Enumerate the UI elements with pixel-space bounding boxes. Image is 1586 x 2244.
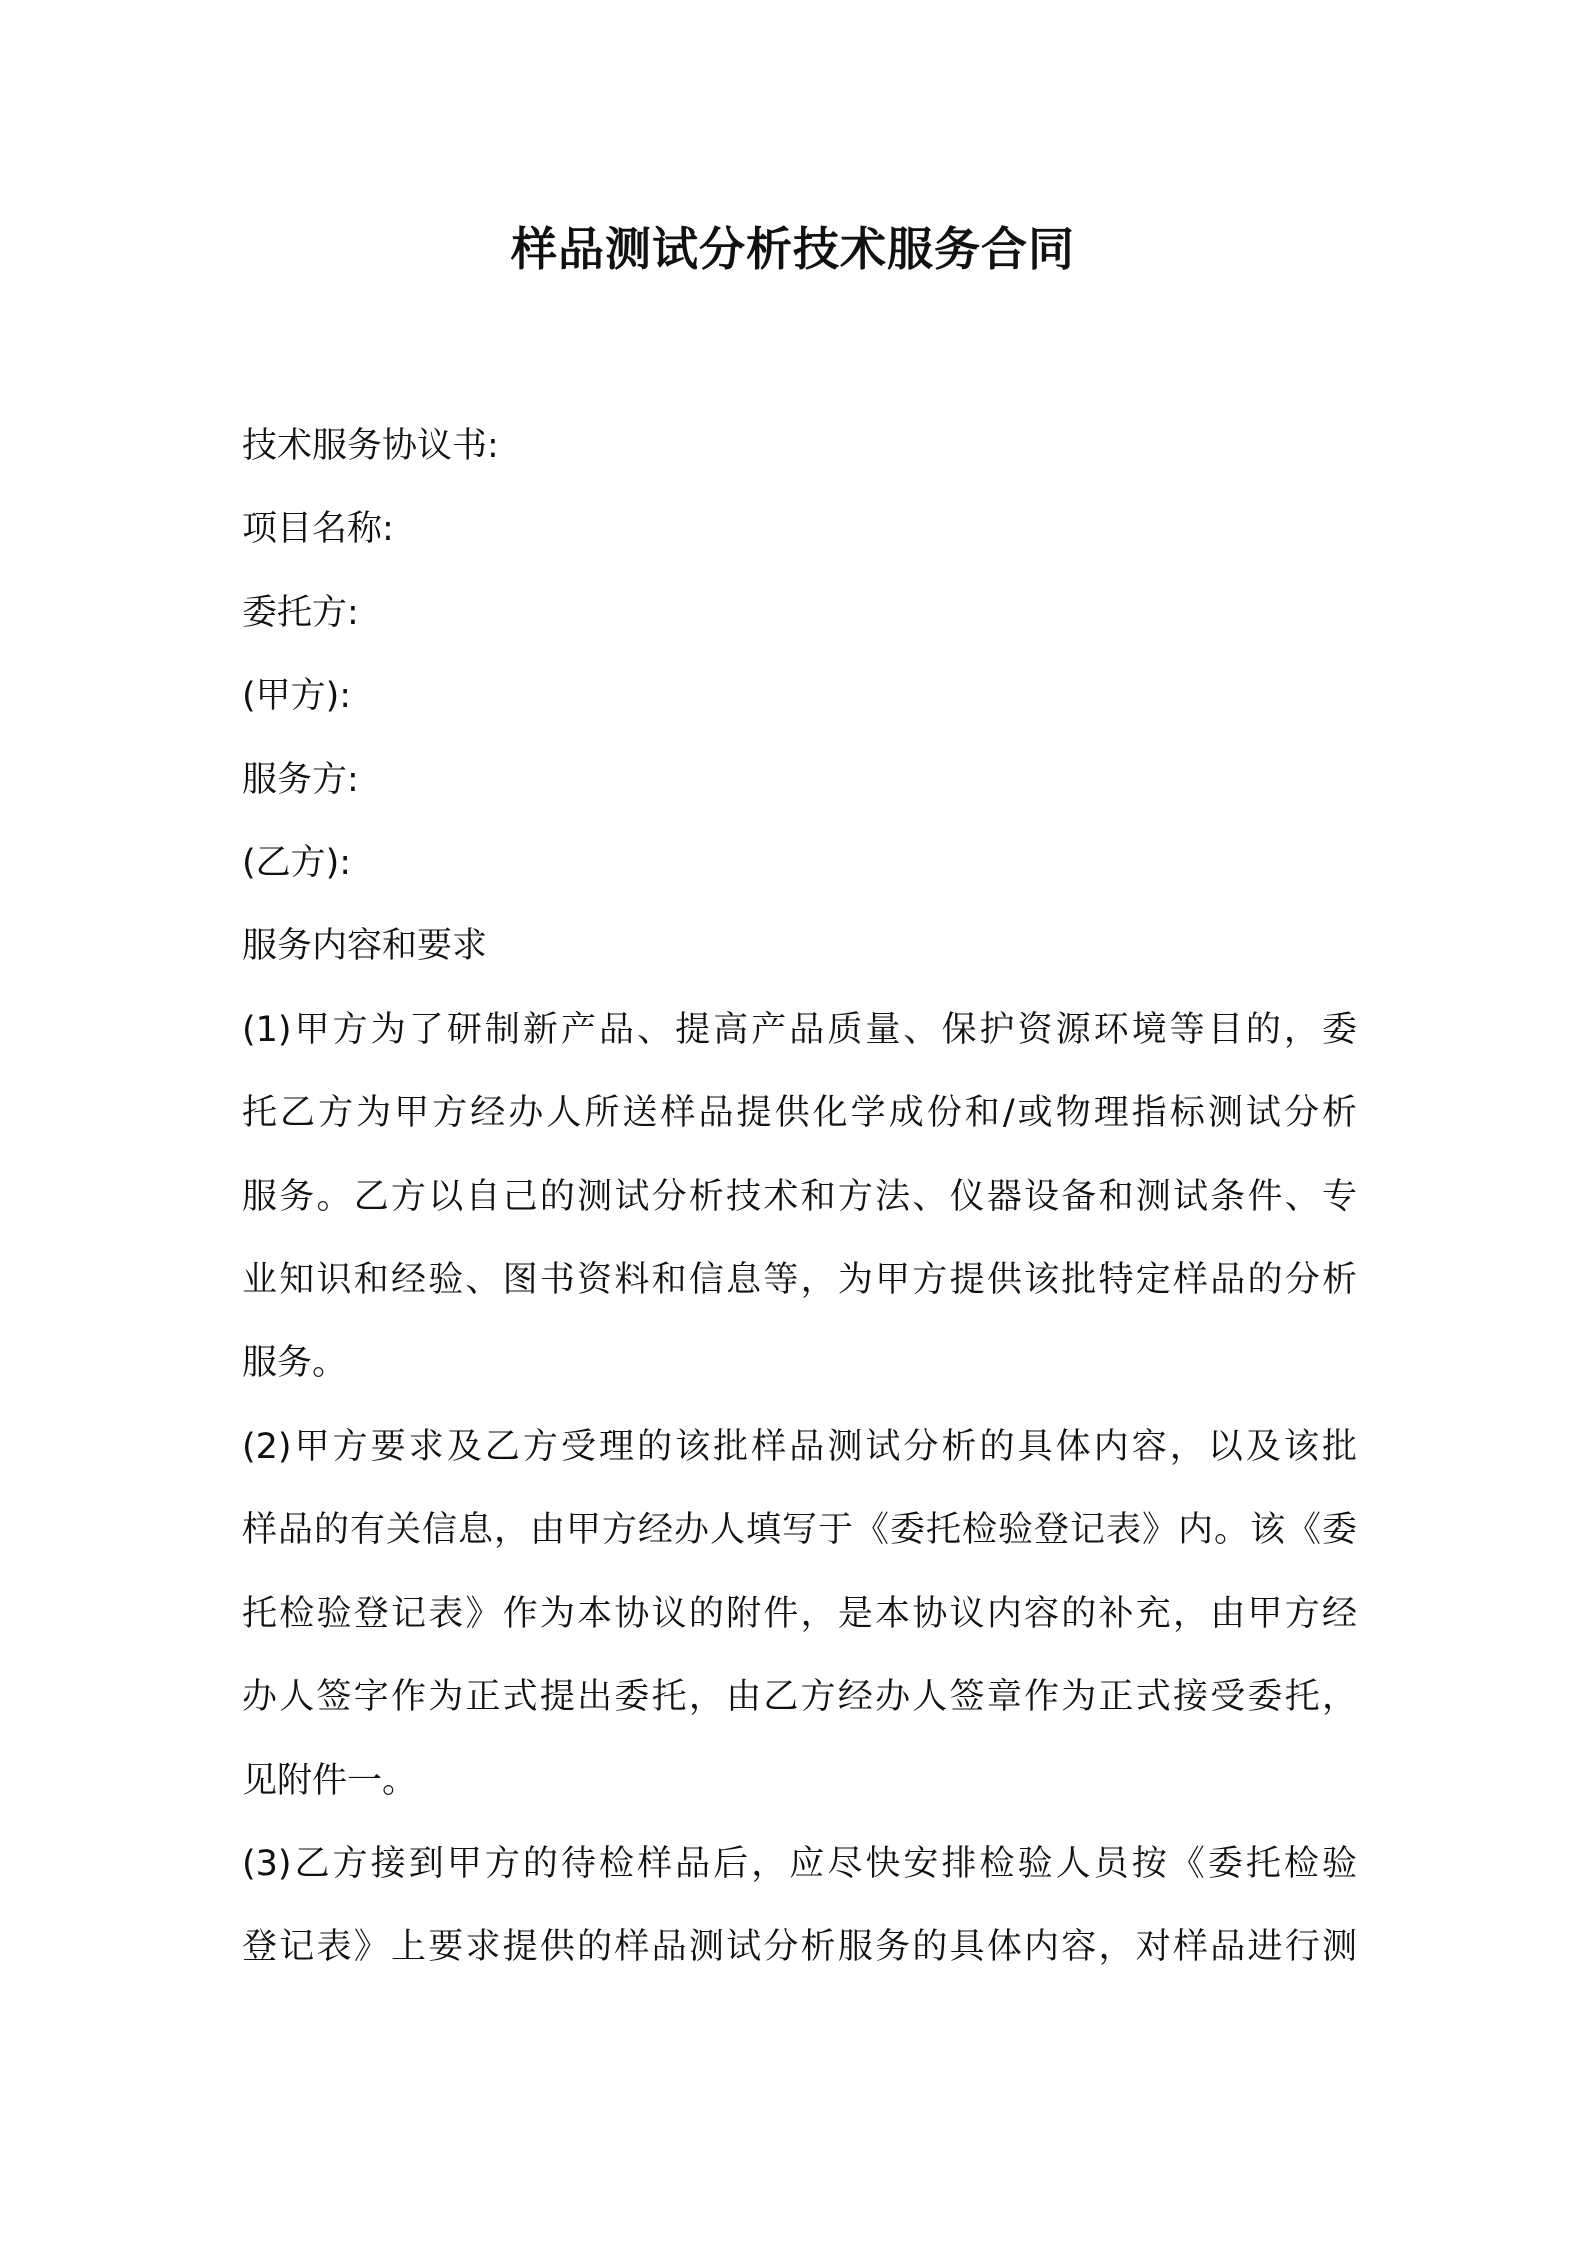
document-title: 样品测试分析技术服务合同 bbox=[511, 222, 1075, 276]
paragraph-line: 托检验登记表》作为本协议的附件，是本协议内容的补充，由甲方经 bbox=[242, 1593, 1357, 1634]
paragraph-line: 见附件一。 bbox=[242, 1760, 418, 1801]
field-project-name: 项目名称: bbox=[242, 509, 394, 550]
paragraph-line: 服务。 bbox=[242, 1343, 348, 1384]
paragraph-line: (2)甲方要求及乙方受理的该批样品测试分析的具体内容，以及该批 bbox=[242, 1426, 1357, 1467]
section-heading: 服务内容和要求 bbox=[242, 926, 488, 967]
field-party-a: (甲方): bbox=[242, 676, 352, 717]
paragraph-line: 样品的有关信息，由甲方经办人填写于《委托检验登记表》内。该《委 bbox=[242, 1510, 1357, 1551]
paragraph-line: (1)甲方为了研制新产品、提高产品质量、保护资源环境等目的，委 bbox=[242, 1009, 1357, 1050]
paragraph-line: 业知识和经验、图书资料和信息等，为甲方提供该批特定样品的分析 bbox=[242, 1260, 1357, 1301]
paragraph-line: 服务。乙方以自己的测试分析技术和方法、仪器设备和测试条件、专 bbox=[242, 1176, 1357, 1217]
field-party-b: (乙方): bbox=[242, 843, 352, 884]
paragraph-3 bbox=[242, 1823, 1357, 1990]
field-agreement: 技术服务协议书: bbox=[242, 426, 499, 466]
document-body bbox=[242, 405, 1357, 1990]
field-service-provider: 服务方: bbox=[242, 759, 359, 800]
paragraph-line: 办人签字作为正式提出委托，由乙方经办人签章作为正式接受委托， bbox=[242, 1677, 1357, 1718]
paragraph-line: 登记表》上要求提供的样品测试分析服务的具体内容，对样品进行测 bbox=[242, 1927, 1357, 1968]
paragraph-line: 托乙方为甲方经办人所送样品提供化学成份和/或物理指标测试分析 bbox=[242, 1093, 1357, 1134]
paragraph-line: (3)乙方接到甲方的待检样品后，应尽快安排检验人员按《委托检验 bbox=[242, 1843, 1357, 1884]
field-client: 委托方: bbox=[242, 592, 359, 633]
paragraph-1 bbox=[242, 989, 1357, 1406]
paragraph-2 bbox=[242, 1406, 1357, 1823]
